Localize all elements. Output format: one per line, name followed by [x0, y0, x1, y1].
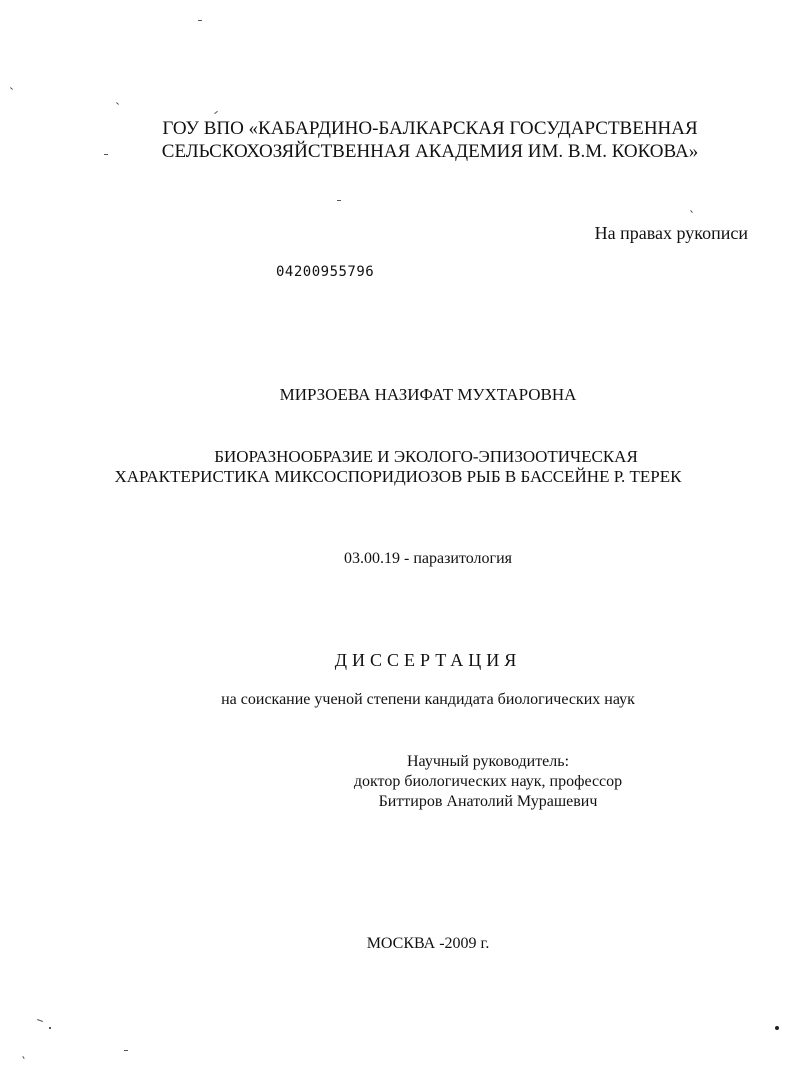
city-year: МОСКВА -2009 г.	[366, 935, 490, 952]
document-type: ДИССЕРТАЦИЯ	[334, 650, 522, 670]
scan-speck	[690, 210, 693, 213]
scan-speck	[37, 1019, 43, 1022]
scan-speck	[104, 154, 108, 155]
supervisor-name: Биттиров Анатолий Мурашевич	[378, 793, 598, 810]
scan-speck	[775, 1026, 779, 1030]
thesis-title-line-1: БИОРАЗНООБРАЗИЕ И ЭКОЛОГО-ЭПИЗООТИЧЕСКАЯ	[214, 447, 638, 466]
specialty-code: 03.00.19 - паразитология	[343, 550, 512, 567]
degree-statement: на соискание ученой степени кандидата биологических наук	[221, 691, 635, 708]
scan-speck	[49, 1027, 51, 1029]
institution-line-2: СЕЛЬСКОХОЗЯЙСТВЕННАЯ АКАДЕМИЯ ИМ. В.М. КОКОВА»	[161, 141, 699, 162]
scan-speck	[214, 111, 218, 114]
institution-line-1: ГОУ ВПО «КАБАРДИНО-БАЛКАРСКАЯ ГОСУДАРСТВЕННАЯ	[162, 118, 698, 139]
scan-speck	[116, 102, 119, 105]
supervisor-title: доктор биологических наук, профессор	[353, 773, 623, 790]
author-name: МИРЗОЕВА НАЗИФАТ МУХТАРОВНА	[279, 385, 577, 404]
thesis-title-line-2: ХАРАКТЕРИСТИКА МИКСОСПОРИДИОЗОВ РЫБ В БАССЕЙНЕ Р. ТЕРЕК	[114, 467, 682, 486]
scan-speck	[198, 20, 202, 21]
scan-speck	[124, 1050, 128, 1051]
scan-speck	[22, 1056, 24, 1059]
registration-code: 04200955796	[276, 264, 375, 280]
scan-speck	[10, 87, 13, 90]
scan-speck	[337, 200, 341, 201]
rights-note: На правах рукописи	[594, 223, 748, 243]
supervisor-label: Научный руководитель:	[406, 753, 570, 770]
